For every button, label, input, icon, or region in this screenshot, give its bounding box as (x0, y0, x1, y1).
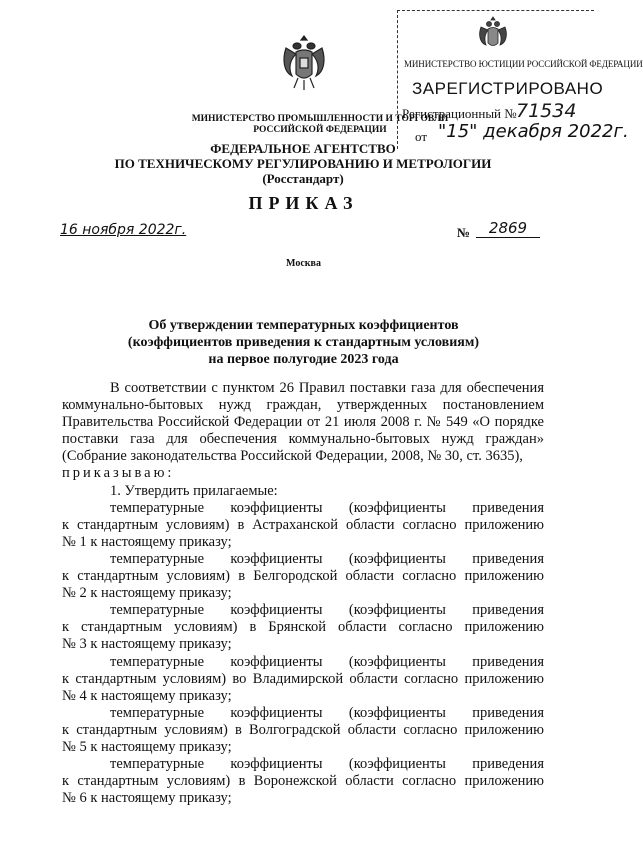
appendix-list (62, 500, 544, 808)
coat-of-arms-icon (278, 30, 330, 92)
list-item-line: № 5 к настоящему приказу; (62, 738, 232, 755)
list-item-line: к стандартным условиям) во Владимирской области согласно приложению (62, 670, 544, 687)
document-type: ПРИКАЗ (248, 193, 359, 213)
list-item-line: № 4 к настоящему приказу; (62, 687, 232, 704)
list-item (62, 551, 544, 602)
list-item-line: к стандартным условиям) в Волгоградской области согласно приложению (62, 721, 544, 738)
city: Москва (286, 258, 321, 269)
list-item-line: № 2 к настоящему приказу; (62, 585, 232, 602)
stamp-ministry: МИНИСТЕРСТВО ЮСТИЦИИ РОССИЙСКОЙ ФЕДЕРАЦИИ (404, 59, 643, 69)
list-item-line: температурные коэффициенты (коэффициенты приведения (110, 653, 544, 670)
list-item (62, 654, 544, 705)
list-item-line: к стандартным условиям) в Астраханской области согласно приложению (62, 516, 544, 533)
stamp-reg-number: 71534 (516, 100, 577, 122)
list-item-line: температурные коэффициенты (коэффициенты приведения (110, 704, 544, 721)
stamp-registered: ЗАРЕГИСТРИРОВАНО (412, 79, 604, 98)
stamp-reg-label: Регистрационный № (402, 106, 517, 121)
stamp-emblem-icon (476, 15, 510, 55)
list-item-line: № 3 к настоящему приказу; (62, 636, 232, 653)
list-item (62, 756, 544, 807)
list-item-line: температурные коэффициенты (коэффициенты приведения (110, 602, 544, 619)
list-item-line: температурные коэффициенты (коэффициенты приведения (110, 550, 544, 567)
list-item (62, 500, 544, 551)
list-item (62, 602, 544, 653)
order-word: приказываю: (62, 465, 175, 482)
order-number-label: № (457, 225, 471, 240)
list-item-line: к стандартным условиям) в Воронежской области согласно приложению (62, 773, 544, 790)
order-number: 2869 (476, 219, 540, 238)
list-item-line: температурные коэффициенты (коэффициенты приведения (110, 756, 544, 773)
intro-paragraph: В соответствии с пунктом 26 Правил поставки газа для обеспечения коммунально-бытовых нужд граждан, утвержденных постановлением Правительства Российской Федерации от 21 июля 2008 г. № 549 «О порядке поставки газа для обеспечения коммунально-бытовых нужд граждан» (Собрание законодательства Российской Федерации, 2008, № 30, ст. 3635), (62, 380, 544, 465)
point-1: 1. Утвердить прилагаемые: (110, 482, 278, 499)
ministry-name: МИНИСТЕРСТВО ПРОМЫШЛЕННОСТИ И ТОРГОВЛИ РОССИЙСКОЙ ФЕДЕРАЦИИ (191, 114, 449, 135)
order-heading: Об утверждении температурных коэффициентов (коэффициентов приведения к стандартным условиям) на первое полугодие 2023 года (127, 318, 480, 367)
list-item-line: к стандартным условиям) в Брянской области согласно приложению (62, 619, 544, 636)
list-item-line: № 6 к настоящему приказу; (62, 790, 232, 807)
order-date: 16 ноября 2022г. (60, 222, 187, 238)
order-body (62, 380, 544, 807)
stamp-date: "15" декабря 2022г. (438, 121, 629, 142)
list-item-line: к стандартным условиям) в Белгородской области согласно приложению (62, 568, 544, 585)
agency-name: ФЕДЕРАЛЬНОЕ АГЕНТСТВО ПО ТЕХНИЧЕСКОМУ РЕГУЛИРОВАНИЮ И МЕТРОЛОГИИ (Росстандарт) (114, 141, 492, 186)
list-item-line: № 1 к настоящему приказу; (62, 533, 232, 550)
list-item (62, 705, 544, 756)
list-item-line: температурные коэффициенты (коэффициенты приведения (110, 499, 544, 516)
stamp-date-prefix: от (415, 129, 428, 144)
